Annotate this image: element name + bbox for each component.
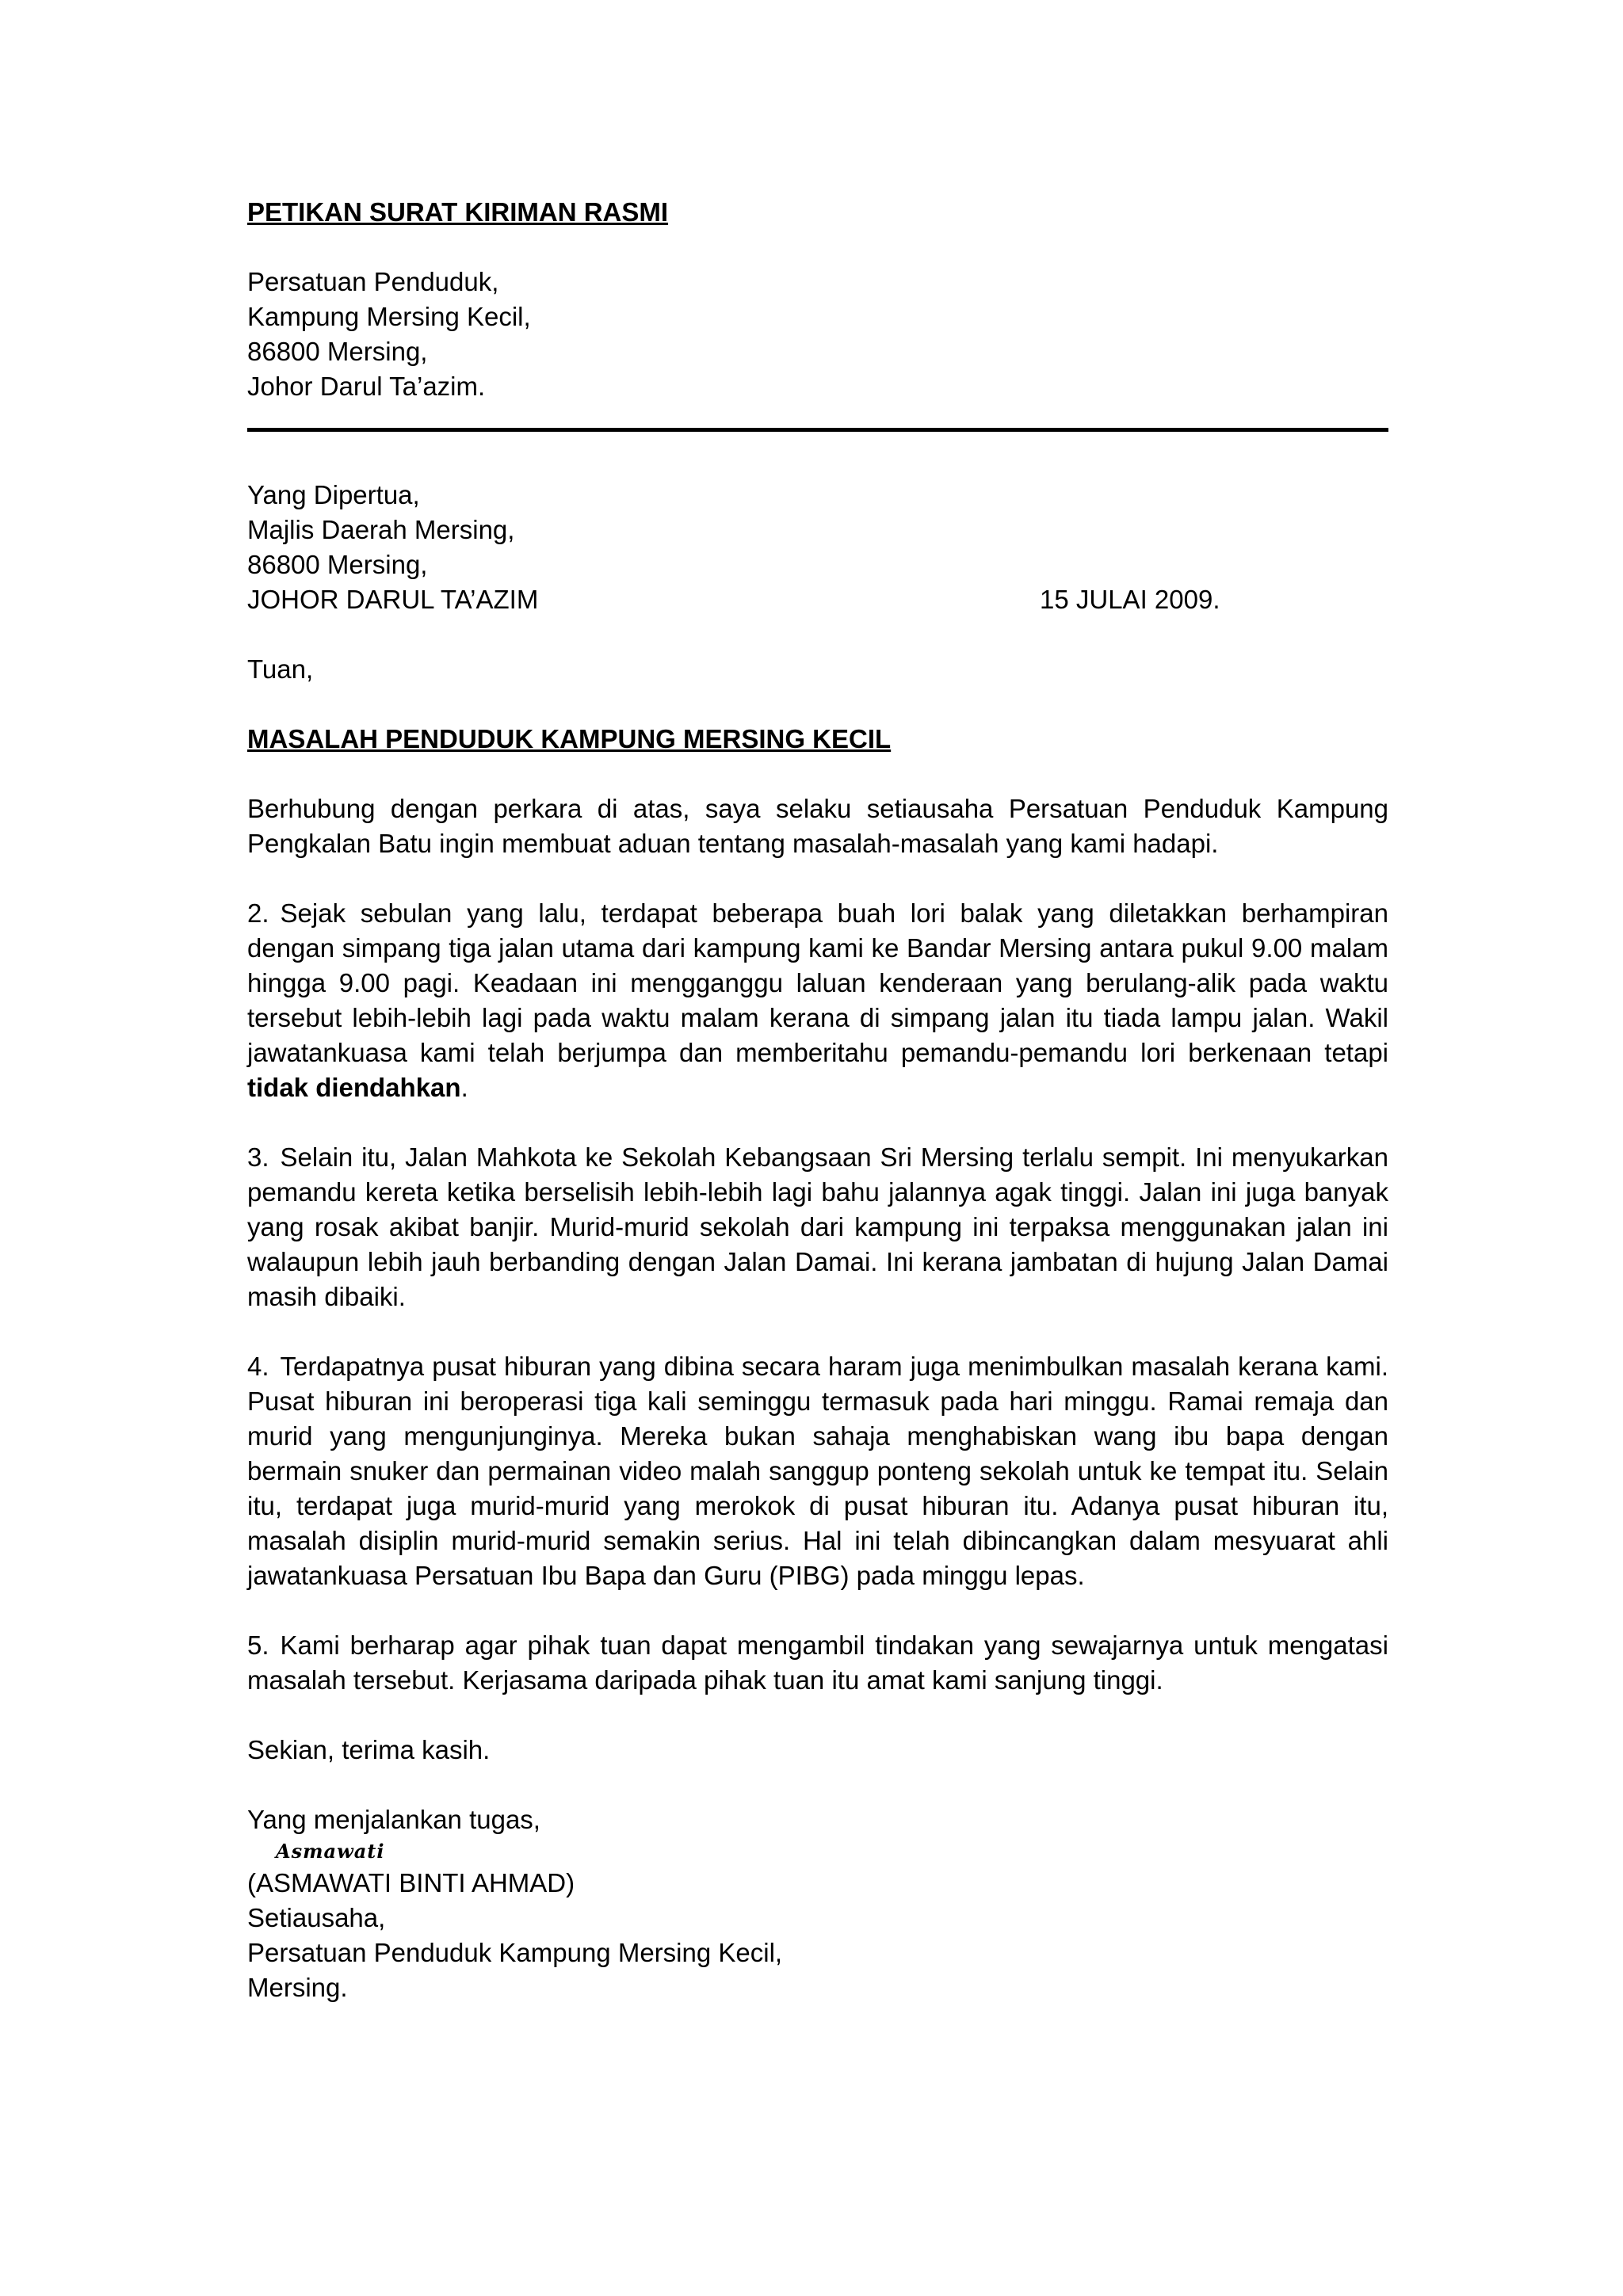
paragraph-4 xyxy=(247,1349,1388,1593)
sign-off: Yang menjalankan tugas, xyxy=(247,1805,540,1834)
sender-line: Johor Darul Ta’azim. xyxy=(247,372,486,401)
paragraph-text: Sejak sebulan yang lalu, terdapat beberapa buah lori balak yang diletakkan berhampiran dengan simpang tiga jalan utama dari kampung kami ke Bandar Mersing antara pukul 9.00 malam hingga 9.00 pagi. Keadaan ini mengganggu laluan kenderaan yang berulang-alik pada waktu tersebut lebih-lebih lagi pada waktu malam kerana di simpang jalan itu tiada lampu jalan. Wakil jawatankuasa kami telah berjumpa dan memberitahu pemandu-pemandu lori berkenaan tetapi xyxy=(247,898,1388,1067)
paragraph-text: Kami berharap agar pihak tuan dapat mengambil tindakan yang sewajarnya untuk mengatasi masalah tersebut. Kerjasama daripada pihak tuan itu amat kami sanjung tinggi. xyxy=(247,1630,1388,1695)
recipient-line: JOHOR DARUL TA’AZIM xyxy=(247,585,539,614)
emphasis-text: tidak diendahkan xyxy=(247,1073,461,1102)
recipient-date-row xyxy=(247,582,1388,617)
signer-line: Setiausaha, xyxy=(247,1903,386,1932)
paragraph-text: Selain itu, Jalan Mahkota ke Sekolah Kebangsaan Sri Mersing terlalu sempit. Ini menyukarkan pemandu kereta ketika berselisih lebih-lebih lagi bahu jalannya agak tinggi. Jalan ini juga banyak yang rosak akibat banjir. Murid-murid sekolah dari kampung ini terpaksa menggunakan jalan ini walaupun lebih jauh berbanding dengan Jalan Damai. Ini kerana jambatan di hujung Jalan Damai masih dibaiki. xyxy=(247,1142,1388,1311)
paragraph-end: . xyxy=(460,1073,468,1102)
signer-line: Persatuan Penduduk Kampung Mersing Kecil, xyxy=(247,1938,783,1967)
recipient-address xyxy=(247,478,1388,617)
closing-line: Sekian, terima kasih. xyxy=(247,1735,491,1764)
sender-line: 86800 Mersing, xyxy=(247,337,428,366)
signer-line: Mersing. xyxy=(247,1973,348,2002)
salutation: Tuan, xyxy=(247,654,314,684)
signer-block xyxy=(247,1866,1388,2005)
header-divider xyxy=(247,428,1388,432)
recipient-line: Yang Dipertua, xyxy=(247,480,420,509)
letter-body xyxy=(247,195,1388,2005)
paragraph-5 xyxy=(247,1628,1388,1698)
recipient-line: Majlis Daerah Mersing, xyxy=(247,515,515,544)
paragraph-3 xyxy=(247,1140,1388,1314)
document-title: PETIKAN SURAT KIRIMAN RASMI xyxy=(247,197,669,227)
paragraph-number: 3. xyxy=(247,1142,269,1172)
sender-line: Persatuan Penduduk, xyxy=(247,267,499,296)
subject-heading: MASALAH PENDUDUK KAMPUNG MERSING KECIL xyxy=(247,724,892,753)
letter-date: 15 JULAI 2009. xyxy=(1040,585,1220,614)
paragraph-number: 4. xyxy=(247,1352,269,1381)
sender-address xyxy=(247,265,1388,404)
recipient-line: 86800 Mersing, xyxy=(247,550,428,579)
paragraph-1: Berhubung dengan perkara di atas, saya selaku setiausaha Persatuan Penduduk Kampung Pengkalan Batu ingin membuat aduan tentang masalah-masalah yang kami hadapi. xyxy=(247,794,1388,858)
handwritten-signature: Asmawati xyxy=(276,1840,385,1863)
paragraph-number: 5. xyxy=(247,1630,269,1660)
sender-line: Kampung Mersing Kecil, xyxy=(247,302,531,331)
paragraph-text: Terdapatnya pusat hiburan yang dibina secara haram juga menimbulkan masalah kerana kami. Pusat hiburan ini beroperasi tiga kali seminggu termasuk pada hari minggu. Ramai remaja dan murid yang mengunjunginya. Mereka bukan sahaja menghabiskan wang ibu bapa dengan bermain snuker dan permainan video malah sanggup ponteng sekolah untuk ke tempat itu. Selain itu, terdapat juga murid-murid yang merokok di pusat hiburan itu. Adanya pusat hiburan itu, masalah disiplin murid-murid semakin serius. Hal ini telah dibincangkan dalam mesyuarat ahli jawatankuasa Persatuan Ibu Bapa dan Guru (PIBG) pada minggu lepas. xyxy=(247,1352,1388,1590)
signer-name: (ASMAWATI BINTI AHMAD) xyxy=(247,1868,575,1897)
paragraph-number: 2. xyxy=(247,898,269,928)
paragraph-2 xyxy=(247,896,1388,1105)
